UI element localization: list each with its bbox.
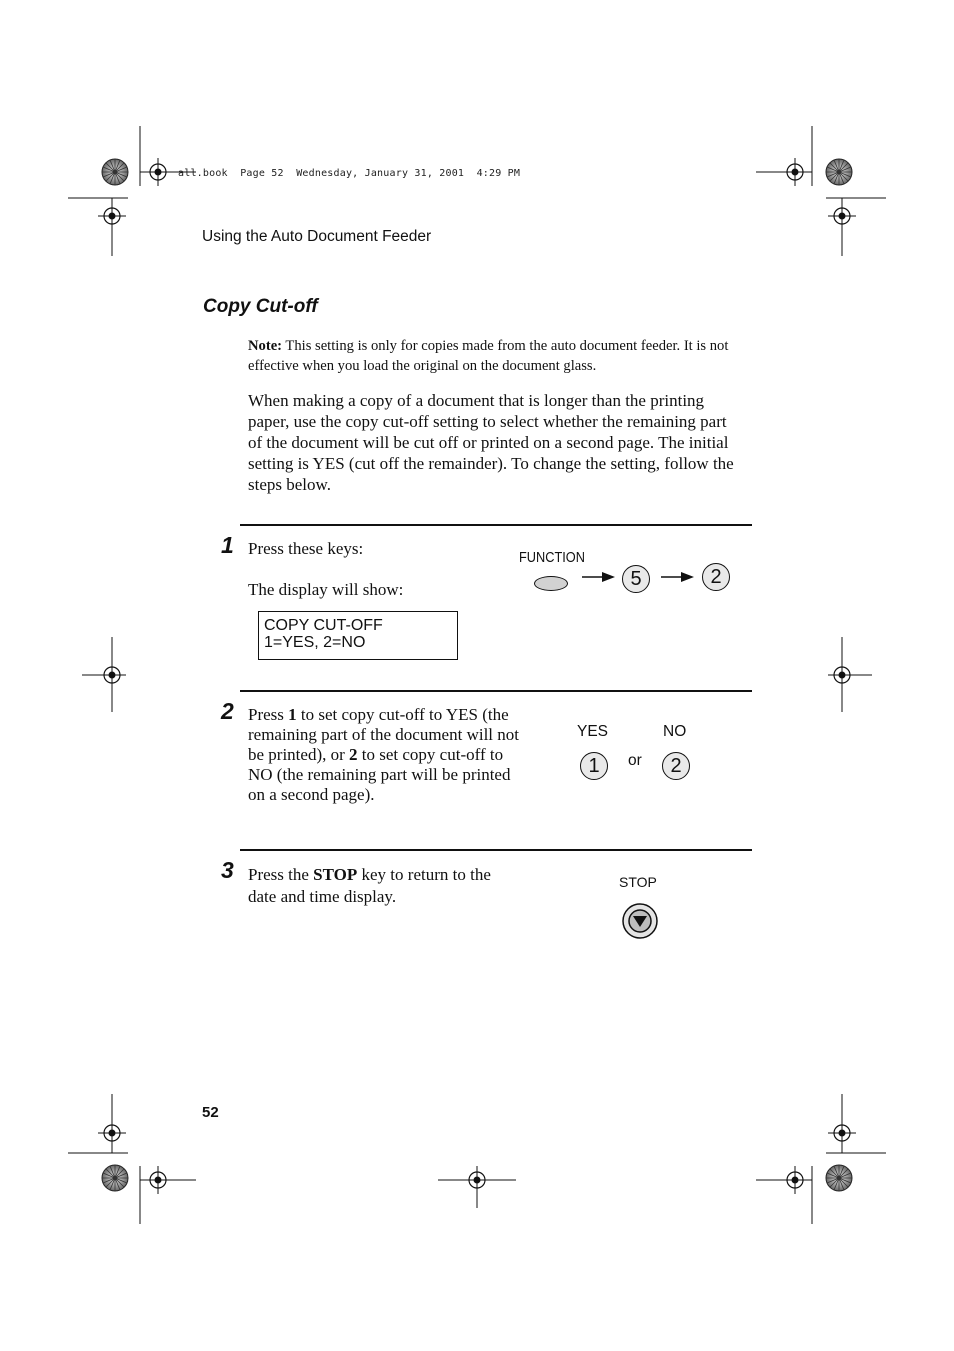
- note-text: This setting is only for copies made from the auto document feeder. It is not effective when you load the original on the document glass.: [248, 338, 729, 374]
- yes-label: YES: [577, 723, 609, 740]
- no-label: NO: [663, 723, 687, 740]
- stop-key-icon: [621, 902, 659, 940]
- step-1-rule: [240, 524, 752, 526]
- running-head: Using the Auto Document Feeder: [202, 228, 432, 245]
- step-3-number: 3: [221, 857, 234, 883]
- step-2-text: [248, 705, 520, 805]
- note-label: Note:: [248, 338, 283, 354]
- step-3-rule: [240, 849, 752, 851]
- step-2-text-part: to set copy cut-off to YES (the remaining part of the document will not be printed), or: [248, 705, 519, 764]
- or-label: or: [628, 752, 642, 769]
- section-title: Copy Cut-off: [203, 296, 318, 317]
- page-number: 52: [202, 1104, 219, 1121]
- display-label: The display will show:: [248, 580, 404, 599]
- arrow-right-icon: [661, 570, 695, 584]
- function-key: [534, 576, 568, 591]
- step-1-number: 1: [221, 532, 234, 558]
- lcd-line-1: COPY CUT-OFF: [264, 617, 383, 634]
- step-2-number: 2: [221, 698, 234, 724]
- step-2-text-part: to set copy cut-off to NO (the remaining part will be printed on a second page).: [248, 745, 511, 804]
- step-3-text: [248, 864, 520, 908]
- stop-label: STOP: [619, 874, 657, 890]
- key-1: 1: [580, 752, 608, 780]
- step-2-rule: [240, 690, 752, 692]
- step-3-stop-word: STOP: [313, 865, 358, 884]
- key-2: 2: [662, 752, 690, 780]
- step-2-key-2: 2: [349, 745, 358, 764]
- step-2-key-1: 1: [288, 705, 297, 724]
- step-1-text: Press these keys:: [248, 539, 364, 558]
- step-3-text-part: Press the: [248, 865, 314, 884]
- step-3-text-part: key to return to the date and time display.: [248, 865, 491, 906]
- lcd-line-2: 1=YES, 2=NO: [264, 634, 366, 651]
- function-key-label: FUNCTION: [519, 550, 585, 566]
- lcd-display: [258, 611, 458, 660]
- step-2-text-part: Press: [248, 705, 289, 724]
- note-paragraph: [248, 337, 740, 376]
- key-5: 5: [622, 565, 650, 593]
- intro-paragraph: When making a copy of a document that is longer than the printing paper, use the copy cut-off setting to select whether the remaining part of the document will be cut off or printed on a second page. The initial setting is YES (cut off the remainder). To change the setting, follow the steps below.: [248, 391, 734, 494]
- arrow-right-icon: [582, 570, 616, 584]
- key-2: 2: [702, 563, 730, 591]
- print-slug: all.book Page 52 Wednesday, January 31, 2001 4:29 PM: [178, 168, 521, 179]
